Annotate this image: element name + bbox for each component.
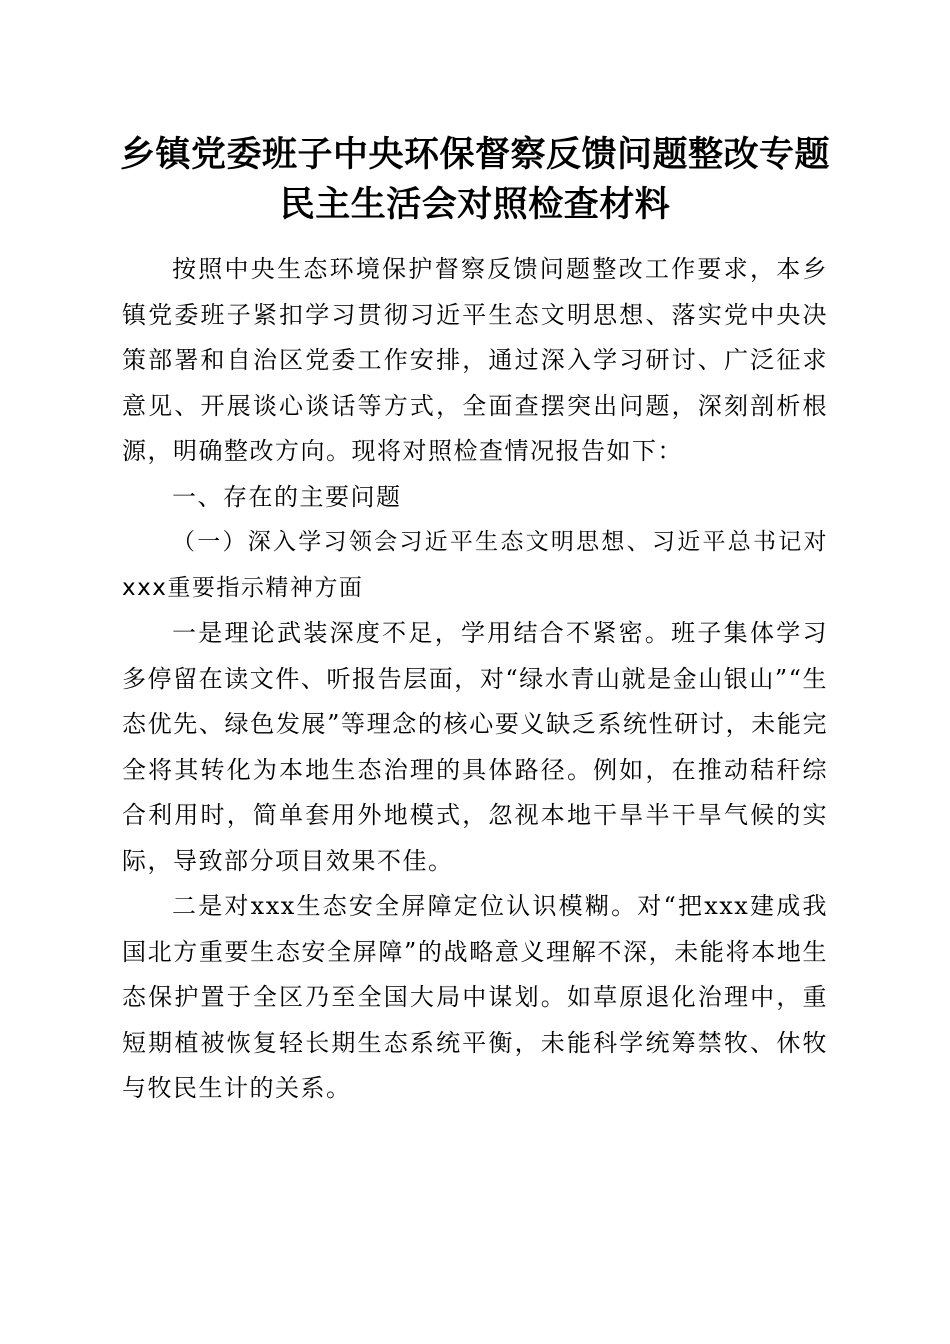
document-title bbox=[100, 130, 850, 230]
document-body bbox=[122, 247, 828, 1112]
title-line-2: 民主生活会对照检查材料 bbox=[279, 184, 671, 225]
intro-paragraph: 按照中央生态环境保护督察反馈问题整改工作要求，本乡镇党委班子紧扣学习贯彻习近平生态文明思想、落实党中央决策部署和自治区党委工作安排，通过深入学习研讨、广泛征求意见、开展谈心谈话等方式，全面查摆突出问题，深刻剖析根源，明确整改方向。现将对照检查情况报告如下： bbox=[122, 255, 828, 465]
section-heading: 一、存在的主要问题 bbox=[172, 482, 402, 511]
point-one-paragraph: 一是理论武装深度不足，学用结合不紧密。班子集体学习多停留在读文件、听报告层面，对“绿水青山就是金山银山”“生态优先、绿色发展”等理念的核心要义缺乏系统性研讨，未能完全将其转化为本地生态治理的具体路径。例如，在推动秸秆综合利用时，简单套用外地模式，忽视本地干旱半干旱气候的实际，导致部分项目效果不佳。 bbox=[122, 619, 828, 875]
point-two-paragraph: 二是对xxx生态安全屏障定位认识模糊。对“把xxx建成我国北方重要生态安全屏障”的战略意义理解不深，未能将本地生态保护置于全区乃至全国大局中谋划。如草原退化治理中，重短期植被恢复轻长期生态系统平衡，未能科学统筹禁牧、休牧与牧民生计的关系。 bbox=[122, 892, 828, 1102]
title-line-1: 乡镇党委班子中央环保督察反馈问题整改专题 bbox=[119, 134, 830, 175]
subsection-heading: （一）深入学习领会习近平生态文明思想、习近平总书记对xxx重要指示精神方面 bbox=[122, 529, 828, 601]
